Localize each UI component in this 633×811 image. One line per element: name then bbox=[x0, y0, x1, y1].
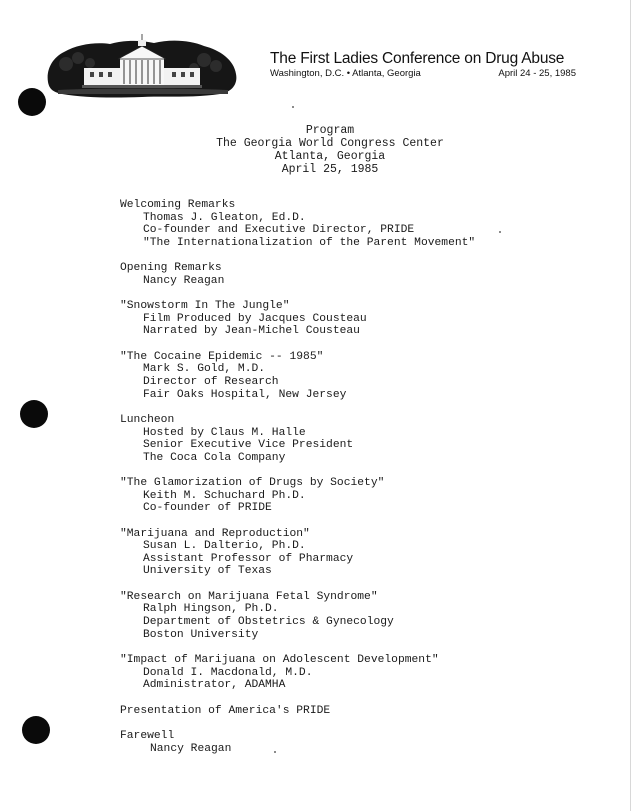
item-title: Farewell bbox=[120, 729, 175, 742]
item-detail: Ralph Hingson, Ph.D. bbox=[143, 603, 279, 616]
item-detail: Department of Obstetrics & Gynecology bbox=[143, 616, 394, 629]
white-house-icon bbox=[44, 30, 240, 100]
item-detail: Film Produced by Jacques Cousteau bbox=[143, 312, 367, 325]
program-item bbox=[120, 262, 620, 287]
item-detail: Director of Research bbox=[143, 375, 279, 388]
scan-speck bbox=[292, 106, 294, 108]
program-header bbox=[0, 124, 633, 176]
program-item bbox=[120, 654, 620, 692]
item-detail: Donald I. Macdonald, M.D. bbox=[143, 666, 313, 679]
item-detail: Susan L. Dalterio, Ph.D. bbox=[143, 540, 306, 553]
program-item bbox=[120, 300, 620, 338]
item-detail: Co-founder and Executive Director, PRIDE bbox=[143, 224, 415, 237]
item-title: "Impact of Marijuana on Adolescent Development" bbox=[120, 654, 439, 666]
conference-dates: April 24 - 25, 1985 bbox=[498, 68, 576, 79]
item-title: Presentation of America's PRIDE bbox=[120, 704, 331, 717]
item-detail: Assistant Professor of Pharmacy bbox=[143, 552, 354, 565]
conference-locations: Washington, D.C. • Atlanta, Georgia bbox=[270, 68, 421, 79]
item-title: "The Glamorization of Drugs by Society" bbox=[120, 477, 385, 490]
item-detail: Thomas J. Gleaton, Ed.D. bbox=[143, 211, 306, 224]
page-edge bbox=[630, 0, 631, 811]
item-detail: Hosted by Claus M. Halle bbox=[143, 426, 306, 439]
item-detail: Nancy Reagan bbox=[143, 274, 225, 287]
program-date: April 25, 1985 bbox=[281, 163, 379, 176]
city: Atlanta, Georgia bbox=[274, 150, 386, 163]
program-item bbox=[120, 414, 620, 464]
program-item bbox=[120, 705, 620, 718]
program-item bbox=[120, 477, 620, 515]
program-list bbox=[120, 199, 620, 768]
binder-hole-middle bbox=[20, 400, 48, 428]
binder-hole-bottom bbox=[22, 716, 50, 744]
item-title: Opening Remarks bbox=[120, 262, 222, 275]
item-title: "Snowstorm In The Jungle" bbox=[120, 300, 290, 313]
item-detail: Narrated by Jean-Michel Cousteau bbox=[143, 325, 360, 338]
item-title: Welcoming Remarks bbox=[120, 199, 236, 211]
item-title: "Research on Marijuana Fetal Syndrome" bbox=[120, 590, 378, 603]
item-title: Luncheon bbox=[120, 413, 175, 426]
program-item bbox=[120, 528, 620, 578]
program-item bbox=[120, 591, 620, 641]
item-detail: Nancy Reagan bbox=[150, 742, 232, 755]
item-detail: The Coca Cola Company bbox=[143, 451, 286, 464]
item-detail: University of Texas bbox=[143, 565, 272, 578]
item-detail: Fair Oaks Hospital, New Jersey bbox=[143, 388, 347, 401]
conference-subline bbox=[270, 68, 576, 79]
item-detail: "The Internationalization of the Parent Movement" bbox=[143, 236, 476, 249]
program-heading: Program bbox=[305, 124, 355, 137]
item-detail: Senior Executive Vice President bbox=[143, 439, 354, 452]
conference-title: The First Ladies Conference on Drug Abuse bbox=[270, 50, 565, 67]
item-title: "Marijuana and Reproduction" bbox=[120, 527, 310, 540]
program-item bbox=[120, 351, 620, 401]
program-item bbox=[120, 730, 620, 755]
venue: The Georgia World Congress Center bbox=[216, 137, 444, 150]
item-detail: Keith M. Schuchard Ph.D. bbox=[143, 489, 306, 502]
item-detail: Co-founder of PRIDE bbox=[143, 502, 272, 515]
program-item bbox=[120, 199, 620, 249]
item-detail: Boston University bbox=[143, 628, 259, 641]
item-detail: Mark S. Gold, M.D. bbox=[143, 363, 266, 376]
binder-hole-top bbox=[18, 88, 46, 116]
item-detail: Administrator, ADAMHA bbox=[143, 679, 286, 692]
item-title: "The Cocaine Epidemic -- 1985" bbox=[120, 350, 324, 363]
